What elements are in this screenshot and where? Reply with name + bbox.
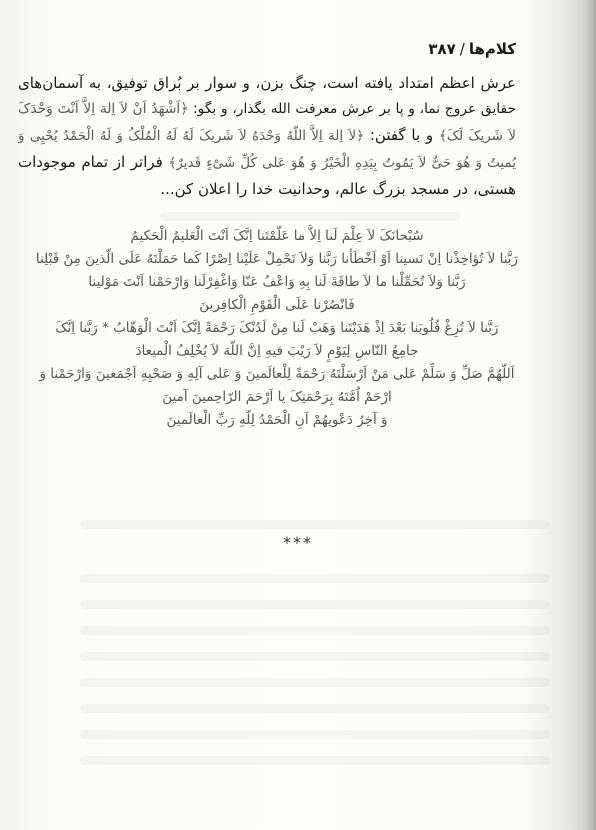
bleed-through-shadow (80, 600, 550, 609)
body-paragraph (18, 70, 516, 202)
bleed-through-shadow (160, 212, 460, 221)
quoted-invocation: لاَ شَریکَ لَکَ﴾ (438, 128, 516, 144)
prayer-line: جامِعُ النّاسِ لِیَوْمٍ لاَ رَیْبَ فیهِ اِنَّ اللّهَ لاَ یُخْلِفُ الْمیعادَ (135, 343, 419, 359)
prayer-line: اَللّهُمَّ صَلِّ وَ سَلِّمْ عَلی مَنْ اَرْسَلْتَهُ رَحْمَةً لِلْعالَمینَ وَ عَلی آلِهِ وَ صَحْبِهِ اَجْمَعینَ وَارْحَمْنا وَ (39, 366, 515, 382)
quoted-invocation: ﴿لاَ اِلهَ اِلاَّ اللّهُ وَحْدَهُ لاَ شَریکَ لَهُ لَهُ الْمُلْکُ وَ لَهُ الْحَمْدُ یُحْیِی وَ (18, 128, 365, 144)
section-separator: *** (283, 533, 313, 552)
bleed-through-shadow (80, 704, 550, 713)
paragraph-text: هستی، در مسجد بزرگ عالم، وحدانیت خدا را اعلان کن... (160, 180, 516, 198)
running-header-title: کلام‌ها (468, 40, 516, 58)
bleed-through-shadow (80, 574, 550, 583)
prayer-line: رَبَّنا لاَ تُؤاخِذْنا اِنْ نَسینا اَوْ اَخْطَأْنا رَبَّنا وَلاَ تَحْمِلْ عَلَیْنا اِصْرًا کَما حَمَلْتَهُ عَلَی الَّذینَ مِنْ قَبْلِنا (35, 251, 519, 267)
paragraph-line (18, 96, 516, 122)
paragraph-text: و با گفتن: (364, 126, 439, 144)
paragraph-line (18, 70, 516, 96)
page-number: ۳۸۷ (428, 40, 456, 58)
bleed-through-shadow (80, 520, 550, 529)
bleed-through-shadow (80, 652, 550, 661)
bleed-through-shadow (80, 678, 550, 687)
bleed-through-shadow (80, 756, 550, 765)
paragraph-line (18, 176, 516, 202)
bleed-through-shadow (80, 730, 550, 739)
paragraph-text: عرش اعظم امتداد یافته است، چنگ بزن، و سوار بر بُراق توفیق، به آسمان‌های (18, 74, 516, 92)
supplication-block (18, 225, 536, 432)
running-header (428, 40, 516, 58)
prayer-line: رَبَّنا وَلاَ تُحَمِّلْنا ما لاَ طاقَةَ لَنا بِهِ وَاعْفُ عَنّا وَاغْفِرْلَنا وَارْحَمْنا اَنْتَ مَوْلینا (88, 274, 466, 290)
paragraph-line (18, 149, 516, 176)
quoted-invocation: ﴿اَشْهَدُ اَنْ لاَ اِلهَ اِلاَّ اَنْتَ وَحْدَکَ (18, 101, 189, 117)
running-header-divider: / (459, 40, 465, 58)
bleed-through-shadow (80, 626, 550, 635)
prayer-line: ارْحَمْ اُمَّتَهُ بِرَحْمَتِکَ یا اَرْحَمَ الرّاحِمینَ آمینَ (162, 389, 392, 405)
prayer-line: فَانْصُرْنا عَلَی الْقَوْمِ الْکافِرینَ (199, 297, 355, 313)
prayer-line: رَبَّنا لاَ تُزِغْ قُلُوبَنا بَعْدَ اِذْ هَدَیْتَنا وَهَبْ لَنا مِنْ لَدُنْکَ رَحْمَةً اِنَّکَ اَنْتَ الْوَهّابُ * رَبَّنا اِنَّکَ (55, 320, 499, 336)
binding-shadow (572, 0, 596, 830)
quoted-invocation: یُمیتُ وَ هُوَ حَیٌّ لاَ یَمُوتُ بِیَدِهِ الْخَیْرُ وَ هُوَ عَلی کُلِّ شَیْءٍ قَدیرٌ﴾ (168, 155, 516, 171)
paragraph-text: حقایق عروج نما، و پا بر عرش معرفت الله بگذار، و بگو: (188, 101, 516, 117)
prayer-line: سُبْحانَکَ لاَ عِلْمَ لَنا اِلاَّ ما عَلَّمْتَنا اِنَّکَ اَنْتَ الْعَلیمُ الْحَکیمُ (130, 228, 424, 244)
prayer-line: وَ آخِرُ دَعْویهُمْ اَنِ الْحَمْدُ لِلّهِ رَبِّ الْعالَمینَ (166, 412, 388, 428)
paragraph-line (18, 122, 516, 149)
paragraph-text: فراتر از تمام موجودات (18, 153, 169, 171)
